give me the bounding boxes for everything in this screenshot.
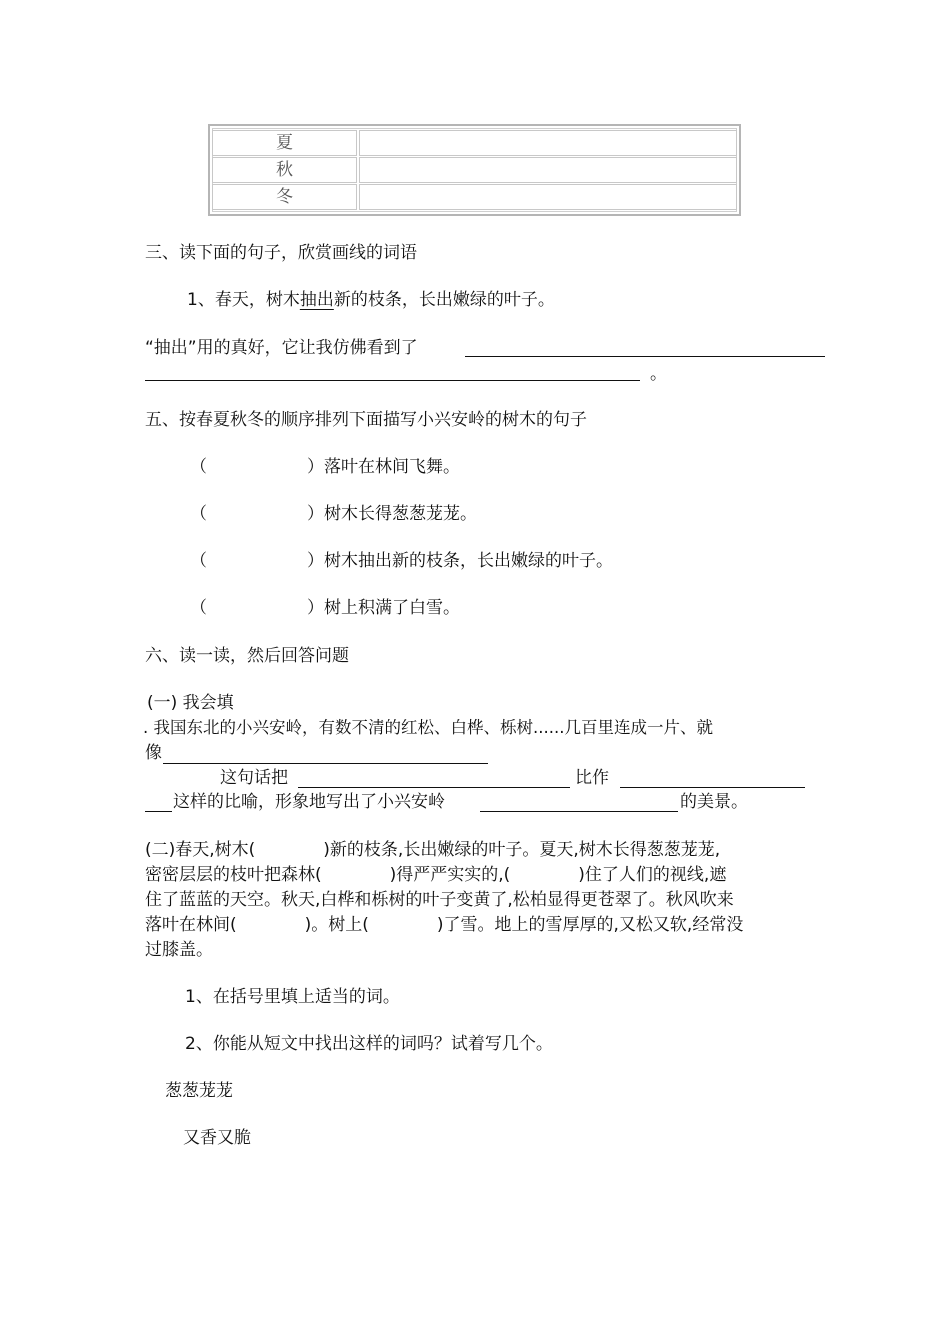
answer-line[interactable]	[465, 356, 825, 357]
close-paren: ）	[307, 551, 324, 571]
season-answer-cell[interactable]	[359, 184, 737, 210]
part1-heading: (一) 我会填	[147, 693, 234, 713]
section3-sentence	[187, 289, 555, 311]
season-label: 夏	[212, 130, 357, 156]
order-item	[190, 456, 460, 478]
section3-heading: 三、读下面的句子，欣赏画线的词语	[145, 243, 417, 263]
open-paren: （	[190, 551, 207, 571]
open-paren: （	[190, 504, 207, 524]
order-item-text: 树木抽出新的枝条，长出嫩绿的叶子。	[324, 551, 613, 571]
sentence-prefix: 1、春天，树木	[187, 290, 300, 310]
season-row-winter	[212, 184, 737, 210]
example-word: 又香又脆	[183, 1128, 251, 1148]
question-2: 2、你能从短文中找出这样的词吗？试着写几个。	[185, 1034, 553, 1054]
season-label: 冬	[212, 184, 357, 210]
part1-line2-prefix: 像	[145, 743, 162, 763]
part1-line1: . 我国东北的小兴安岭，有数不清的红松、白桦、栎树......几百里连成一片、就	[143, 718, 713, 737]
order-item	[190, 550, 613, 572]
underlined-word: 抽出	[299, 290, 334, 310]
season-answer-cell[interactable]	[359, 157, 737, 183]
close-paren: ）	[307, 457, 324, 477]
answer-line[interactable]	[480, 811, 678, 812]
sentence-suffix: 新的枝条，长出嫩绿的叶子。	[333, 290, 555, 310]
order-item	[190, 503, 477, 525]
part1-line3-b: 比作	[575, 768, 609, 788]
part1-line3-a: 这句话把	[220, 768, 288, 788]
close-paren: ）	[307, 504, 324, 524]
part2-line: 密密层层的枝叶把森林( )得严严实实的,( )住了人们的视线,遮	[145, 865, 727, 885]
section3-prompt: “抽出”用的真好，它让我仿佛看到了	[145, 338, 418, 358]
order-item-text: 树木长得葱葱茏茏。	[324, 504, 477, 524]
part1-line4-b: 的美景。	[680, 792, 748, 812]
season-answer-cell[interactable]	[359, 130, 737, 156]
question-1: 1、在括号里填上适当的词。	[185, 987, 400, 1007]
answer-line[interactable]	[145, 811, 172, 812]
end-mark: 。	[650, 364, 667, 384]
season-row-summer	[212, 130, 737, 156]
season-label: 秋	[212, 157, 357, 183]
close-paren: ）	[307, 598, 324, 618]
section5-heading: 五、按春夏秋冬的顺序排列下面描写小兴安岭的树木的句子	[145, 410, 587, 430]
part2-line: 过膝盖。	[145, 940, 213, 960]
order-item-text: 树上积满了白雪。	[324, 598, 460, 618]
answer-line[interactable]	[145, 380, 640, 381]
example-word: 葱葱茏茏	[165, 1081, 233, 1101]
season-row-autumn	[212, 157, 737, 183]
part1-line4-a: 这样的比喻，形象地写出了小兴安岭	[173, 792, 445, 812]
part2-line: (二)春天,树木( )新的枝条,长出嫩绿的叶子。夏天,树木长得葱葱茏茏,	[145, 840, 721, 860]
answer-line[interactable]	[298, 787, 570, 788]
season-table	[208, 124, 741, 216]
open-paren: （	[190, 598, 207, 618]
order-item-text: 落叶在林间飞舞。	[324, 457, 460, 477]
part2-line: 落叶在林间( )。树上( )了雪。地上的雪厚厚的,又松又软,经常没	[145, 915, 744, 935]
answer-line[interactable]	[620, 787, 805, 788]
answer-line[interactable]	[163, 763, 488, 764]
section6-heading: 六、读一读，然后回答问题	[145, 646, 349, 666]
order-item	[190, 597, 460, 619]
open-paren: （	[190, 457, 207, 477]
part2-line: 住了蓝蓝的天空。秋天,白桦和栎树的叶子变黄了,松柏显得更苍翠了。秋风吹来	[145, 890, 734, 910]
